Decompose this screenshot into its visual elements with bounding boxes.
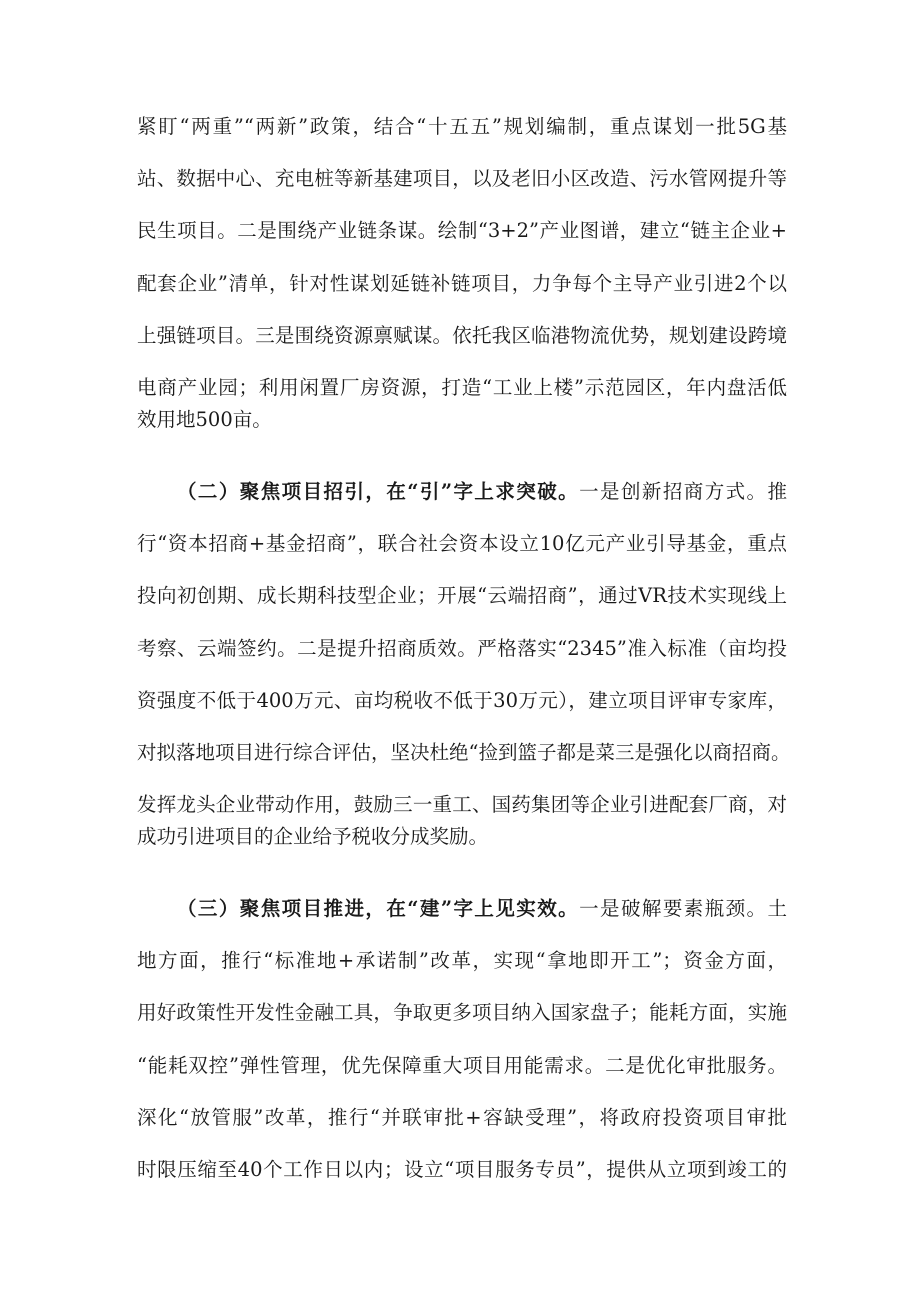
text-line: 效用地500亩。 xyxy=(137,408,272,431)
text-line: 配套企业”清单，针对性谋划延链补链项目，力争每个主导产业引进2个以 xyxy=(137,272,787,295)
text-line: 发挥龙头企业带动作用，鼓励三一重工、国药集团等企业引进配套厂商，对 xyxy=(137,793,787,816)
text-line: 民生项目。二是围绕产业链条谋。绘制“3+2”产业图谱，建立“链主企业+ xyxy=(137,219,787,242)
text-line: 用好政策性开发性金融工具，争取更多项目纳入国家盘子；能耗方面，实施 xyxy=(137,1001,787,1024)
text-line: 深化“放管服”改革，推行“并联审批+容缺受理”，将政府投资项目审批 xyxy=(137,1106,787,1129)
text-line: 地方面，推行“标准地+承诺制”改革，实现“拿地即开工”；资金方面， xyxy=(137,949,787,972)
text-line: 成功引进项目的企业给予税收分成奖励。 xyxy=(137,825,489,848)
text-line: 资强度不低于400万元、亩均税收不低于30万元），建立项目评审专家库， xyxy=(137,689,787,712)
text-line: 上强链项目。三是围绕资源禀赋谋。依托我区临港物流优势，规划建设跨境 xyxy=(137,324,787,347)
section-heading: （三）聚焦项目推进，在“建”字上见实效。 xyxy=(177,897,580,920)
section-heading: （二）聚焦项目招引，在“引”字上求突破。 xyxy=(177,480,580,503)
text-line xyxy=(177,479,787,505)
text-line: 投向初创期、成长期科技型企业；开展“云端招商”，通过VR技术实现线上 xyxy=(137,584,787,607)
text-line: 考察、云端签约。二是提升招商质效。严格落实“2345”准入标准（亩均投 xyxy=(137,637,787,660)
text-line: “能耗双控”弹性管理，优先保障重大项目用能需求。二是优化审批服务。 xyxy=(137,1054,787,1077)
text-line xyxy=(177,896,787,922)
text-line: 行“资本招商+基金招商”，联合社会资本设立10亿元产业引导基金，重点 xyxy=(137,532,787,555)
text-line: 时限压缩至40个工作日以内；设立“项目服务专员”，提供从立项到竣工的 xyxy=(137,1158,787,1181)
text-line: 电商产业园；利用闲置厂房资源，打造“工业上楼”示范园区，年内盘活低 xyxy=(137,376,787,399)
text-line: 站、数据中心、充电桩等新基建项目，以及老旧小区改造、污水管网提升等 xyxy=(137,167,787,190)
text-line: 紧盯“两重”“两新”政策，结合“十五五”规划编制，重点谋划一批5G基 xyxy=(137,115,787,138)
text-run: 一是创新招商方式。推 xyxy=(579,480,787,503)
text-run: 一是破解要素瓶颈。土 xyxy=(579,897,787,920)
text-line: 对拟落地项目进行综合评估，坚决杜绝“捡到篮子都是菜三是强化以商招商。 xyxy=(137,741,791,764)
